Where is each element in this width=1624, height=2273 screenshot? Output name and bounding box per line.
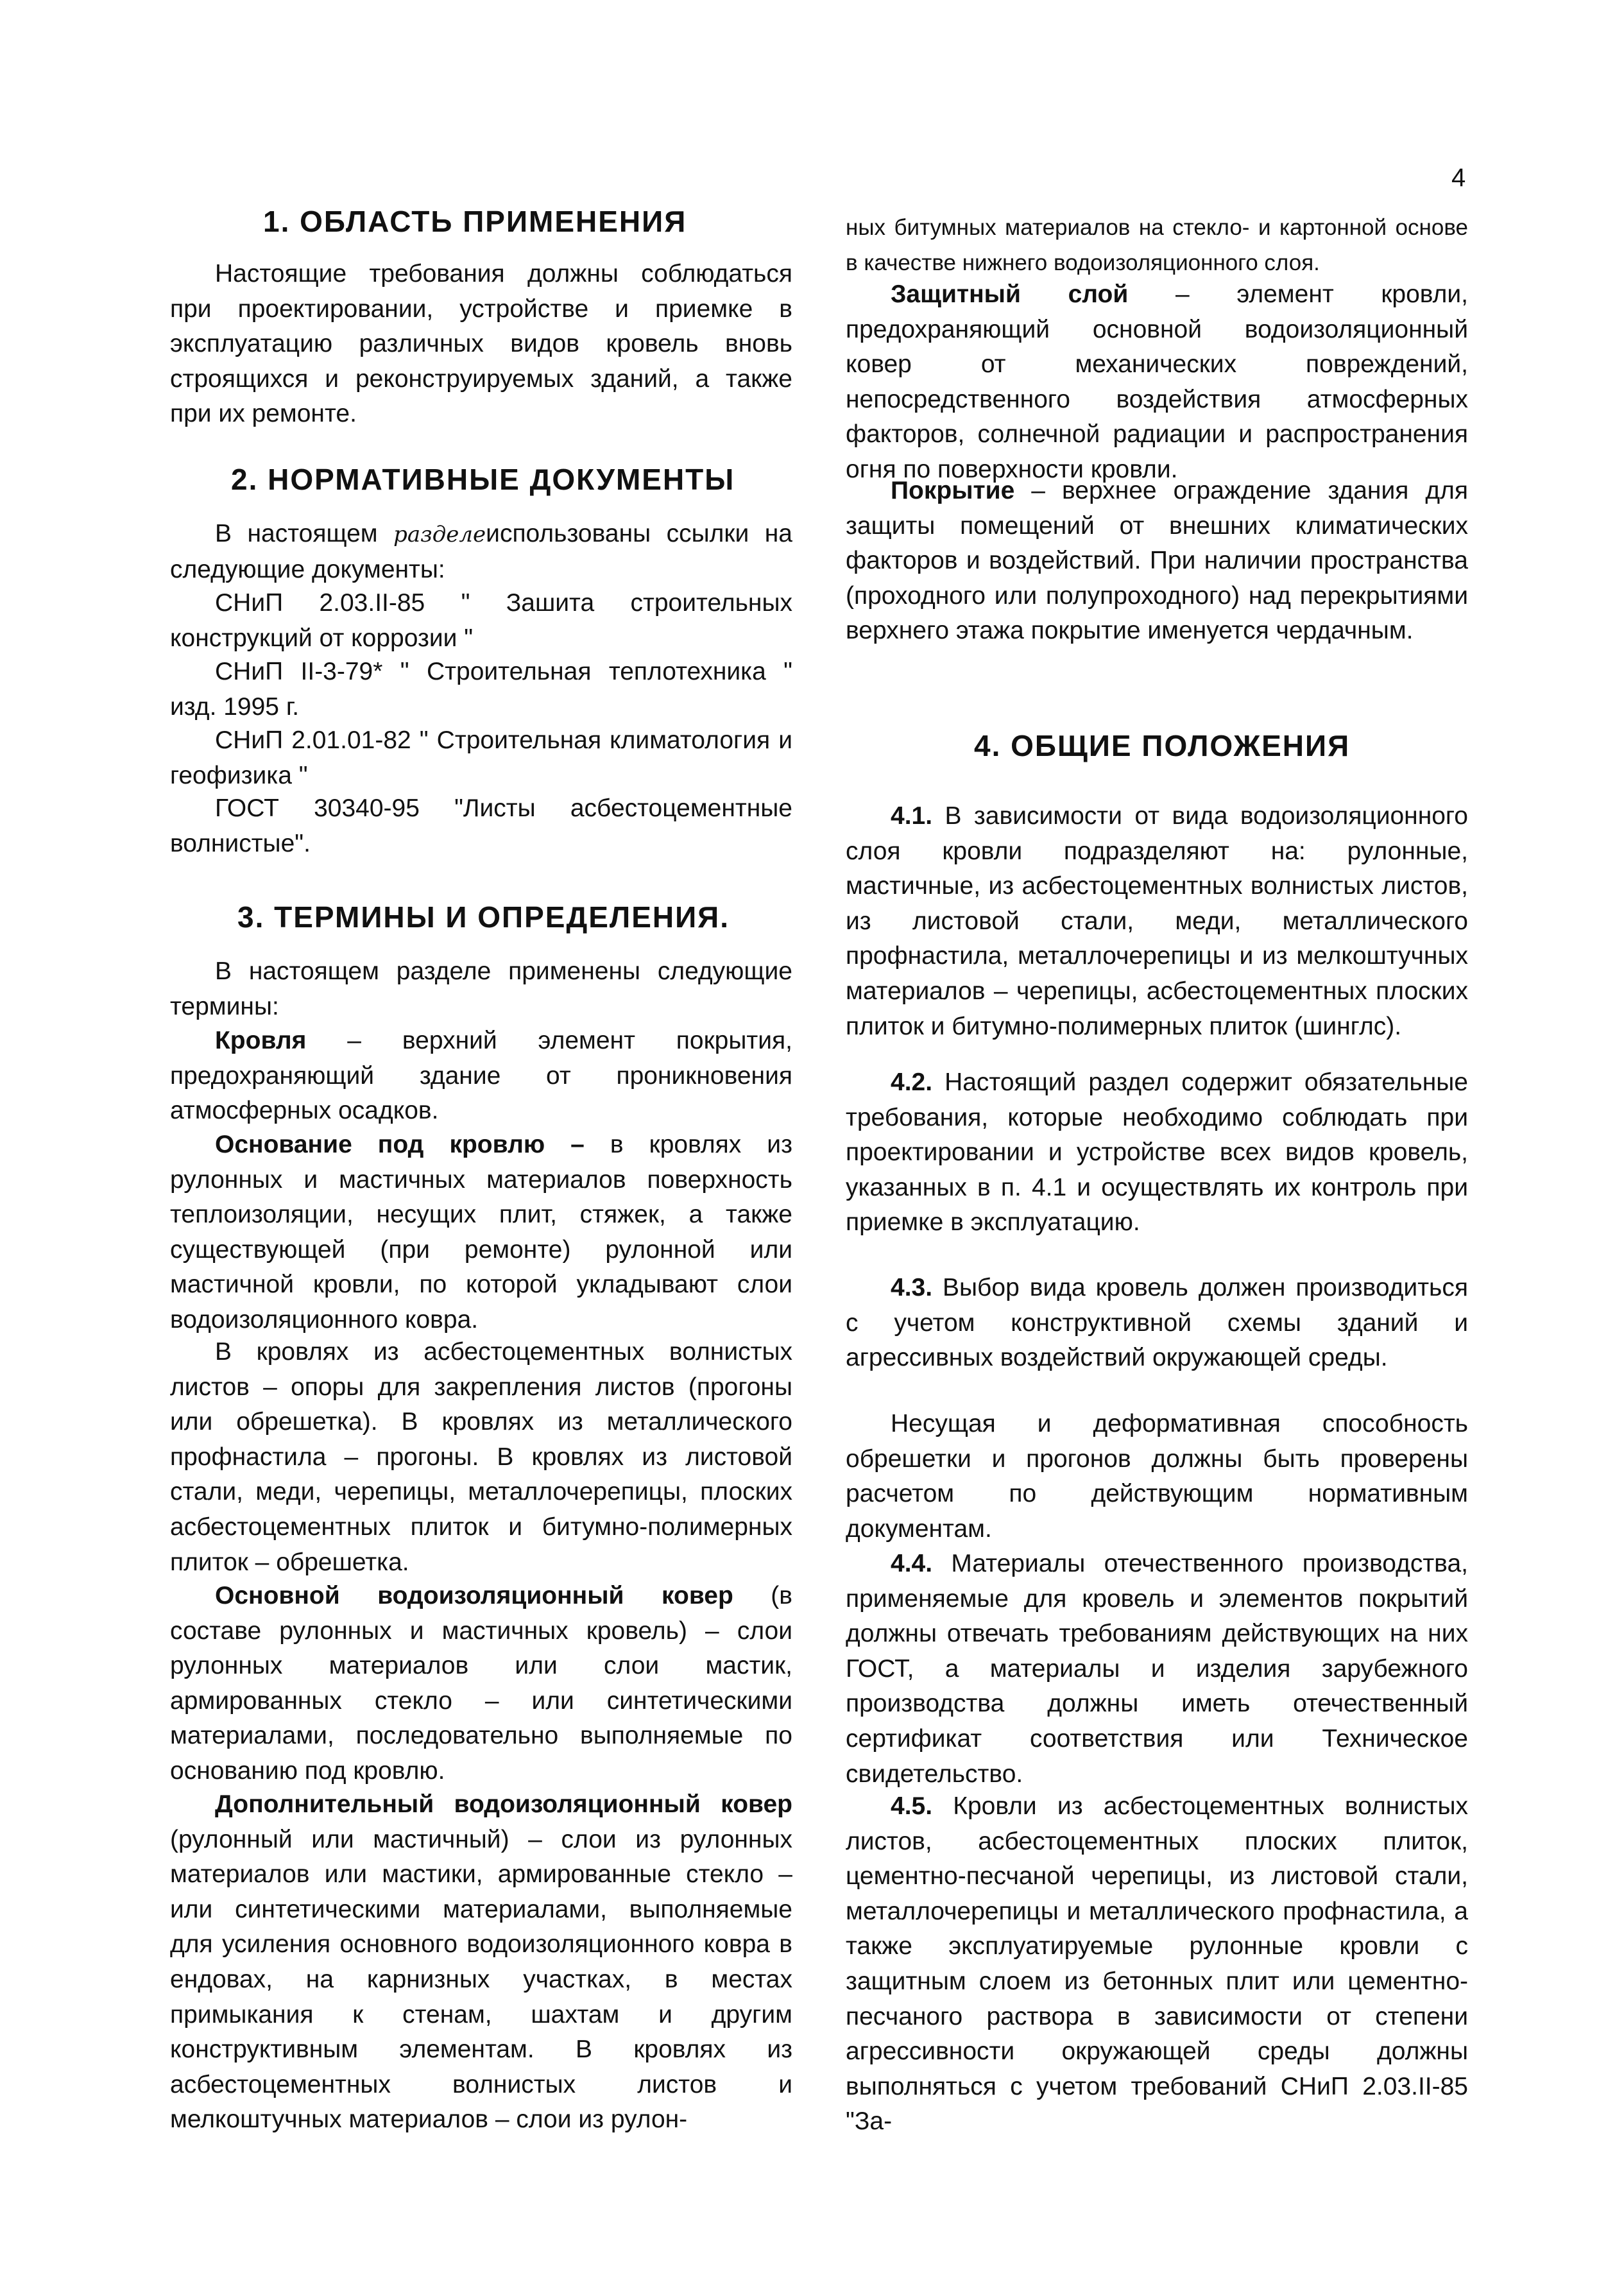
reference-1: СНиП 2.03.II-85 " Зашита строительных конструкций от коррозии " — [170, 589, 792, 652]
section-2-intro: В настоящем разделеиспользованы ссылки на следующие документы: — [170, 520, 792, 583]
clause-4-2: 4.2. Настоящий раздел содержит обязательные требования, которые необходимо соблюдать при проектировании и устройстве всех видов кровель, указанных в п. 4.1 и осуществлять их контроль при приемке в эксплуатацию. — [846, 1068, 1468, 1237]
term-protective-layer: Защитный слой – элемент кровли, предохраняющий основной водоизоляционный ковер от механических повреждений, непосредственного воздействия атмосферных факторов, солнечной радиации и распространения огня по поверхности кровли. — [846, 280, 1469, 483]
clause-4-3: 4.3. Выбор вида кровель должен производиться с учетом конструктивной схемы зданий и агрессивных воздействий окружающей среды. — [846, 1274, 1468, 1372]
term-extra-waterproofing-cont: ных битумных материалов на стекло- и картонной основе в качестве нижнего водоизоляционного слоя. — [846, 215, 1468, 275]
section-3-title: 3. ТЕРМИНЫ И ОПРЕДЕЛЕНИЯ. — [237, 900, 730, 934]
section-3-intro: В настоящем разделе применены следующие термины: — [170, 957, 792, 1020]
clause-4-3-cont: Несущая и деформативная способность обрешетки и прогонов должны быть проверены расчетом по действующим нормативным документам. — [846, 1410, 1468, 1543]
term-extra-waterproofing: Дополнительный водоизоляционный ковер (рулонный или мастичный) – слои из рулонных материалов или мастики, армированные стекло – или синтетическими материалами, выполняемые для усиления основного водоизоляционного ковра в ендовах, на карнизных участках, в местах примыкания к стенам, шахтам и другим конструктивным элементам. В кровлях из асбестоцементных волнистых листов и мелкоштучных материалов – слои из рулон- — [170, 1790, 792, 2134]
page-number: 4 — [1451, 164, 1466, 192]
term-main-waterproofing: Основной водоизоляционный ковер (в составе рулонных и мастичных кровель) – слои рулонных материалов или слои мастик, армированных стекло – или синтетическими материалами, последовательно выполняемые по основанию под кровлю. — [170, 1582, 792, 1785]
reference-3: СНиП 2.01.01-82 " Строительная климатология и геофизика " — [170, 726, 792, 789]
reference-4: ГОСТ 30340-95 "Листы асбестоцементные волнистые". — [170, 794, 792, 857]
term-roof-base: Основание под кровлю – в кровлях из рулонных и мастичных материалов поверхность теплоизоляции, несущих плит, стяжек, а также существующей (при ремонте) рулонной или мастичной кровли, по которой укладывают слои водоизоляционного ковра. — [170, 1131, 792, 1334]
handwritten-correction: разделе — [393, 522, 486, 547]
section-1-text: Настоящие требования должны соблюдаться при проектировании, устройстве и приемке в эксплуатацию различных видов кровель вновь строящихся и реконструируемых зданий, а также при их ремонте. — [170, 260, 792, 428]
term-covering: Покрытие – верхнее ограждение здания для защиты помещений от внешних климатических факторов и воздействий. При наличии пространства (проходного или полупроходного) над перекрытиями верхнего этажа покрытие именуется чердачным. — [846, 477, 1468, 645]
section-1-title: 1. ОБЛАСТЬ ПРИМЕНЕНИЯ — [263, 205, 687, 238]
term-roof: Кровля – верхний элемент покрытия, предохраняющий здание от проникновения атмосферных осадков. — [170, 1027, 792, 1125]
reference-2: СНиП II-3-79* " Строительная теплотехника " изд. 1995 г. — [170, 658, 792, 721]
clause-4-4: 4.4. Материалы отечественного производства, применяемые для кровель и элементов покрытий должны отвечать требованиям действующих на них ГОСТ, а материалы и изделия зарубежного производства должны иметь отечественный сертификат соответствия или Техническое свидетельство. — [846, 1550, 1468, 1788]
section-2-title: 2. НОРМАТИВНЫЕ ДОКУМЕНТЫ — [231, 463, 735, 496]
clause-4-5: 4.5. Кровли из асбестоцементных волнистых листов, асбестоцементных плоских плиток, цементно-песчаной черепицы, из листовой стали, металлочерепицы и металлического профнастила, а также эксплуатируемые рулонные кровли с защитным слоем из бетонных плит или цементно-песчаного раствора в зависимости от степени агрессивности окружающей среды должны выполняться с учетом требований СНиП 2.03.II-85 "За- — [846, 1792, 1468, 2136]
section-4-title: 4. ОБЩИЕ ПОЛОЖЕНИЯ — [974, 729, 1351, 762]
term-roof-base-cont: В кровлях из асбестоцементных волнистых листов – опоры для закрепления листов (прогоны или обрешетка). В кровлях из металлического профнастила – прогоны. В кровлях из листовой стали, меди, черепицы, металлочерепицы, плоских асбестоцементных плиток и битумно-полимерных плиток – обрешетка. — [170, 1338, 792, 1576]
clause-4-1: 4.1. В зависимости от вида водоизоляционного слоя кровли подразделяют на: рулонные, мастичные, из асбестоцементных волнистых листов, из листовой стали, меди, металлического профнастила, металлочерепицы и из мелкоштучных материалов – черепицы, асбестоцементных плоских плиток и битумно-полимерных плиток (шинглс). — [846, 802, 1468, 1040]
